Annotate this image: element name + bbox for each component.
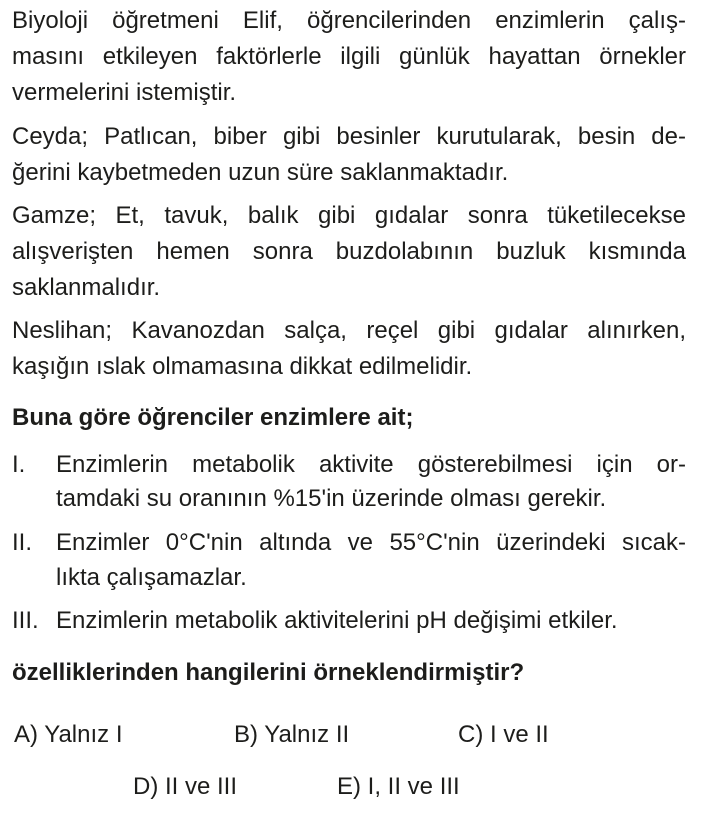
gamze-line-3: saklanmalıdır. bbox=[12, 274, 161, 301]
neslihan-line-1: Neslihan; Kavanozdan salça, reçel gibi gıdalar alınırken, bbox=[12, 317, 686, 344]
option-e[interactable]: E) I, II ve III bbox=[337, 773, 460, 800]
option-c[interactable]: C) I ve II bbox=[458, 721, 549, 748]
question-intro: Buna göre öğrenciler enzimlere ait; bbox=[12, 404, 414, 431]
statement-2-line-1: Enzimler 0°C'nin altında ve 55°C'nin üzerindeki sıcak- bbox=[56, 529, 686, 556]
option-b[interactable]: B) Yalnız II bbox=[234, 721, 350, 748]
neslihan-line-2: kaşığın ıslak olmamasına dikkat edilmelidir. bbox=[12, 353, 473, 380]
ceyda-line-2: ğerini kaybetmeden uzun süre saklanmaktadır. bbox=[12, 159, 509, 186]
statement-3-line-1: Enzimlerin metabolik aktivitelerini pH değişimi etkiler. bbox=[56, 607, 618, 634]
option-d[interactable]: D) II ve III bbox=[133, 773, 238, 800]
statement-1-numeral: I. bbox=[12, 451, 26, 478]
ceyda-line-1: Ceyda; Patlıcan, biber gibi besinler kurutularak, besin de- bbox=[12, 123, 686, 150]
statement-1-line-1: Enzimlerin metabolik aktivite gösterebilmesi için or- bbox=[56, 451, 686, 478]
statement-2-line-2: lıkta çalışamazlar. bbox=[56, 564, 247, 591]
intro-line-2: masını etkileyen faktörlerle ilgili günlük hayattan örnekler bbox=[12, 43, 686, 70]
statement-3-numeral: III. bbox=[12, 607, 39, 634]
intro-line-1: Biyoloji öğretmeni Elif, öğrencilerinden enzimlerin çalış- bbox=[12, 7, 686, 34]
gamze-line-2: alışverişten hemen sonra buzdolabının buzluk kısmında bbox=[12, 238, 686, 265]
intro-line-3: vermelerini istemiştir. bbox=[12, 79, 237, 106]
question-end: özelliklerinden hangilerini örneklendirmiştir? bbox=[12, 659, 525, 686]
statement-1-line-2: tamdaki su oranının %15'in üzerinde olması gerekir. bbox=[56, 485, 607, 512]
statement-2-numeral: II. bbox=[12, 529, 33, 556]
option-a[interactable]: A) Yalnız I bbox=[14, 721, 123, 748]
gamze-line-1: Gamze; Et, tavuk, balık gibi gıdalar sonra tüketilecekse bbox=[12, 202, 686, 229]
